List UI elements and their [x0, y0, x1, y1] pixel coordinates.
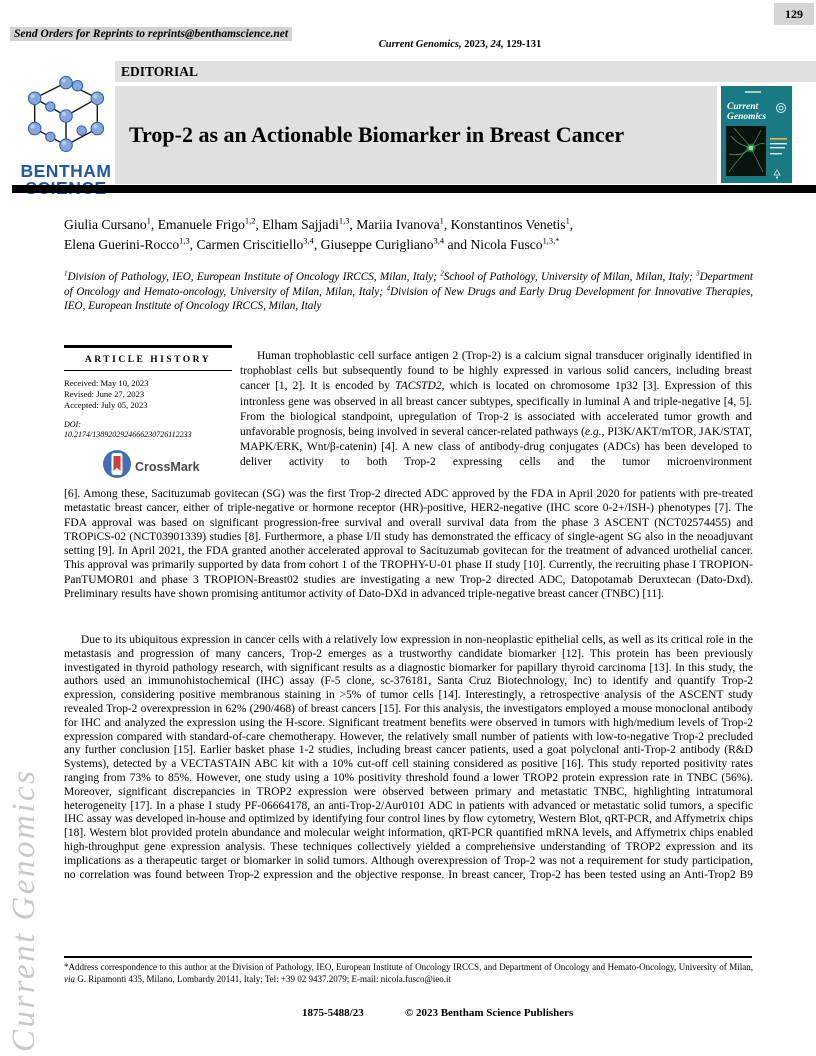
paragraph-intro: Human trophoblastic cell surface antigen 2 (Trop-2) is a calcium signal transducer originally identified in trophoblast cells but subsequently found to be highly expressed in various solid cancers, including breast cancer [1, 2]. It is encoded by TACSTD2, which is located on chromosome 1p32 [3]. Expression of this intronless gene was observed in all breast cancer subtypes, specifically in luminal A and triple-negative [4, 5]. From the biological standpoint, upregulation of Trop-2 is associated with accelerated tumor growth and unfavorable prognosis, being involved in several cancer-related pathways (e.g., PI3K/AKT/mTOR, JAK/STAT, MAPK/ERK, Wnt/β-catenin) [4]. A new class of antibody-drug conjugates (ADCs) has been developed to deliver activity to both Trop-2 expressing cells and the tumor microenvironment [240, 350, 752, 469]
publisher-logo [14, 76, 118, 197]
doi-value: 10.2174/1389202924666230726112233 [64, 430, 192, 439]
article-history-box [64, 345, 232, 486]
publisher-name-line1: BENTHAM [20, 161, 112, 181]
doi-label: DOI: [64, 420, 81, 429]
authors-line-1: Giulia Cursano$^1$, Emanuele Frigo$^{1,2}$, Elham Sajjadi$^{1,3}$, Mariia Ivanova$^1$, Konstantinos Venetis$^1$, [64, 215, 574, 232]
header-divider [12, 185, 816, 193]
journal-citation: Current Genomics, 2023, 24, 129-131 [378, 39, 542, 50]
footnote-divider [64, 956, 752, 958]
correspondence-footnote: *Address correspondence to this author at the Division of Pathology, IEO, European Institute of Oncology IRCCS, and Department of Oncology and Hemato-Oncology, University of Milan, via G. Ripamonti 435, Milano, Lombardy 20141, Italy; Tel: +39 02 9437.2079; E-mail: nicola.fusco@ieo.it [64, 962, 753, 984]
title-bar [115, 86, 717, 184]
page-number-badge: 129 [774, 3, 814, 25]
cover-artwork-image [726, 126, 766, 176]
received-date: Received: May 10, 2023 [64, 378, 149, 388]
footer-copyright: © 2023 Bentham Science Publishers [405, 1007, 574, 1019]
journal-cover-thumbnail [721, 86, 792, 183]
accepted-date: Accepted: July 05, 2023 [64, 400, 148, 410]
crossmark-label: CrossMark [135, 459, 200, 474]
footer-issn: 1875-5488/23 [302, 1007, 364, 1019]
reprints-email-text[interactable]: Send Orders for Reprints to reprints@benthamscience.net [10, 27, 292, 41]
authors-line-2: Elena Guerini-Rocco$^{1,3}$, Carmen Criscitiello$^{3,4}$, Giuseppe Curigliano$^{3,4}$ and Nicola Fusco$^{1,3,*}$ [64, 234, 560, 252]
affiliations: $^1$Division of Pathology, IEO, European Institute of Oncology IRCCS, Milan, Italy; $^2$School of Pathology, University of Milan, Milan, Italy; $^3$Department of Oncology and Hemato-oncology, University of Milan, Milan, Italy; $^4$Division of New Drugs and Early Drug Development for Innovative Therapies, IEO, European Institute of Oncology IRCCS, Milan, Italy [64, 269, 754, 313]
cover-side-text [770, 138, 787, 140]
section-label: EDITORIAL [115, 61, 816, 82]
molecule-icon [18, 143, 114, 160]
revised-date: Revised: June 27, 2023 [64, 389, 145, 399]
journal-watermark: Current Genomics [6, 768, 42, 1052]
cover-title-line2: Genomics [727, 112, 767, 122]
article-title: Trop-2 as an Actionable Biomarker in Breast Cancer [129, 122, 625, 147]
paragraph-intro-continued: [6]. Among these, Sacituzumab govitecan (SG) was the first Trop-2 directed ADC approved by the FDA in April 2020 for patients with pre-treated metastatic breast cancer, either of triple-negative or hormone receptor (HR)-positive, HER2-negative (IHC score 0-2+/ISH-) phenotypes [7]. The FDA approval was based on significant progression-free survival and overall survival data from the phase 3 ASCENT (NCT02574455) and TROPiCS-02 (NCT03901339) studies [8]. Furthermore, a phase I/II study has demonstrated the efficacy of single-agent SG also in the neoadjuvant setting [9]. In April 2021, the FDA granted another accelerated approval to Sacituzumab govitecan for the treatment of advanced urothelial cancer. This approval was primarily supported by data from cohort 1 of the TROPHY-U-01 phase II study [10]. Currently, the recruiting phase I TROPION-PanTUMOR01 and phase 3 TROPION-Breast02 studies are investigating a new Trop-2 directed ADC, Datopotamab Deruxtecan (Dato-Dxd). Preliminary results have shown promising antitumor activity of Dato-DXd in advanced triple-negative breast cancer (TNBC) [11]. [64, 488, 753, 601]
cover-title-line1: Current [727, 102, 759, 112]
authors-block [64, 215, 764, 254]
crossmark-icon [102, 447, 132, 486]
article-history-heading: ARTICLE HISTORY [64, 348, 232, 371]
paragraph-discussion: Due to its ubiquitous expression in cancer cells with a relatively low expression in non-neoplastic epithelial cells, as well as its critical role in the metastasis and progression of many cancers, Trop-2 emerges as a trustworthy candidate biomarker [12]. This protein has been previously investigated in thyroid pathology research, with significant results as a diagnostic biomarker for papillary thyroid carcinoma [13]. In this study, the authors used an immunohistochemical (IHC) assay (F-5 clone, sc-376181, Santa Cruz Biotechnology, Inc) to identify and quantify Trop-2 expression, considering positive membranous staining in >5% of tumor cells [14]. Interestingly, a retrospective analysis of the ASCENT study revealed Trop-2 overexpression in 62% (290/468) of breast cancers [15]. For this analysis, the investigators employed a mouse monoclonal antibody for IHC and analyzed the expression using the H-score. Significant treatment benefits were observed in tumors with high/medium levels of Trop-2 expression compared with standard-of-care chemotherapy. However, the relatively small number of patients with low-to-negative Trop-2 precluded any further conclusion [15]. Earlier basket phase 1-2 studies, including breast cancer patients, used a goat polyclonal anti-Trop-2 antibody (R&D Systems), detected by a VECTASTAIN ABC kit with a 10% cut-off cell staining considered as positive [16]. This study reported positivity rates ranging from 73% to 85%. However, one study using a 10% positivity threshold found a lower TROP2 protein expression rate in TNBC (56%). Moreover, significant discrepancies in TROP2 expression were observed between primary and metastatic TNBC, highlighting intratumoral heterogeneity [17]. In a phase I study PF-06664178, an anti-Trop-2/Aur0101 ADC in patients with advanced or metastatic solid tumors, a specific IHC assay was developed in-house and optimized by identifying four control lines by flow cytometry, Western Blot, qRT-PCR, and Affymetrix chips [18]. Western blot provided protein abundance and molecular weight information, qRT-PCR quantified mRNA levels, and Affymetrix chips enabled high-throughput gene expression analysis. These techniques collectively yielded a comprehensive understanding of TROP2 expression and its implications as a therapeutic target or biomarker in solid tumors. Although overexpression of Trop-2 was not a requirement for study participation, no correlation was found between Trop-2 expression and the objective response. In breast cancer, Trop-2 has been tested using an Anti-Trop2 B9 [64, 634, 753, 881]
crossmark-button[interactable] [102, 447, 232, 486]
